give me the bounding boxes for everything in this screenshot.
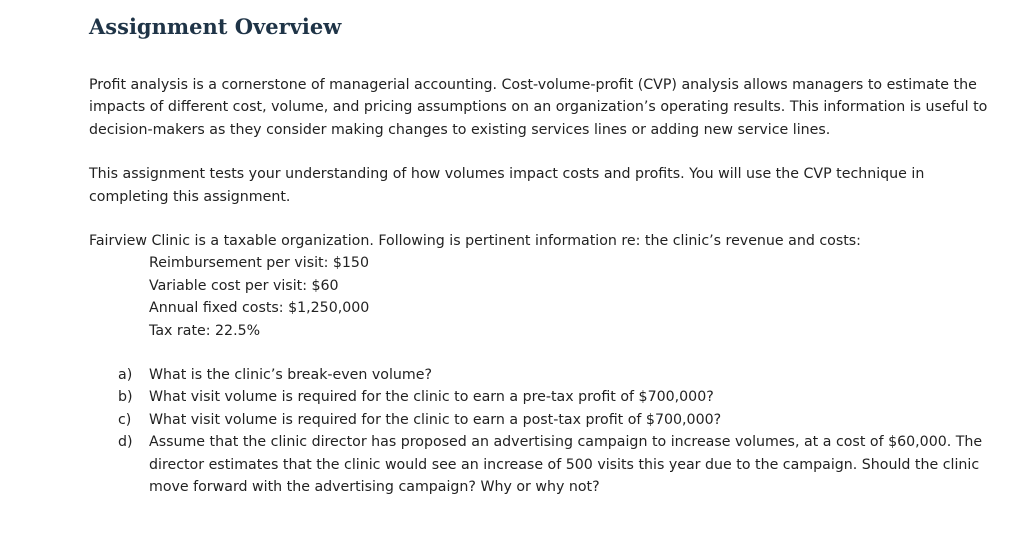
question-marker: d) [118, 434, 133, 451]
document-page [89, 12, 989, 499]
question-marker: c) [118, 411, 132, 428]
questions-list [89, 364, 989, 498]
question-text: What visit volume is required for the clinic to earn a post-tax profit of $700,000? [149, 411, 722, 428]
question-item [89, 364, 989, 386]
question-text: Assume that the clinic director has proposed an advertising campaign to increase volumes, at a cost of $60,000. The director estimates that the clinic would see an increase of 500 visits this year due to the campaign. Should the clinic move forward with the advertising campaign? Why or why not? [149, 434, 983, 496]
fact-reimbursement: Reimbursement per visit: $150 [149, 255, 369, 272]
page-title: Assignment Overview [89, 14, 342, 39]
fact-fixed-costs: Annual fixed costs: $1,250,000 [149, 300, 370, 317]
intro-paragraph: Profit analysis is a cornerstone of managerial accounting. Cost-volume-profit (CVP) analysis allows managers to estimate the impacts of different cost, volume, and pricing assumptions on an organization’s operating results. This information is useful to decision-makers as they consider making changes to existing services lines or adding new service lines. [89, 77, 988, 138]
fact-variable-cost: Variable cost per visit: $60 [149, 277, 339, 294]
question-marker: a) [118, 367, 133, 384]
question-item [89, 386, 989, 408]
question-item [89, 409, 989, 431]
clinic-paragraph: Fairview Clinic is a taxable organization. Following is pertinent information re: the clinic’s revenue and costs: [89, 233, 861, 250]
question-item [89, 431, 989, 498]
question-text: What visit volume is required for the clinic to earn a pre-tax profit of $700,000? [149, 389, 714, 406]
question-marker: b) [118, 389, 133, 406]
assignment-paragraph: This assignment tests your understanding of how volumes impact costs and profits. You will use the CVP technique in completing this assignment. [89, 166, 925, 205]
question-text: What is the clinic’s break-even volume? [149, 367, 432, 384]
clinic-facts-list [89, 252, 989, 342]
fact-tax-rate: Tax rate: 22.5% [149, 322, 261, 339]
